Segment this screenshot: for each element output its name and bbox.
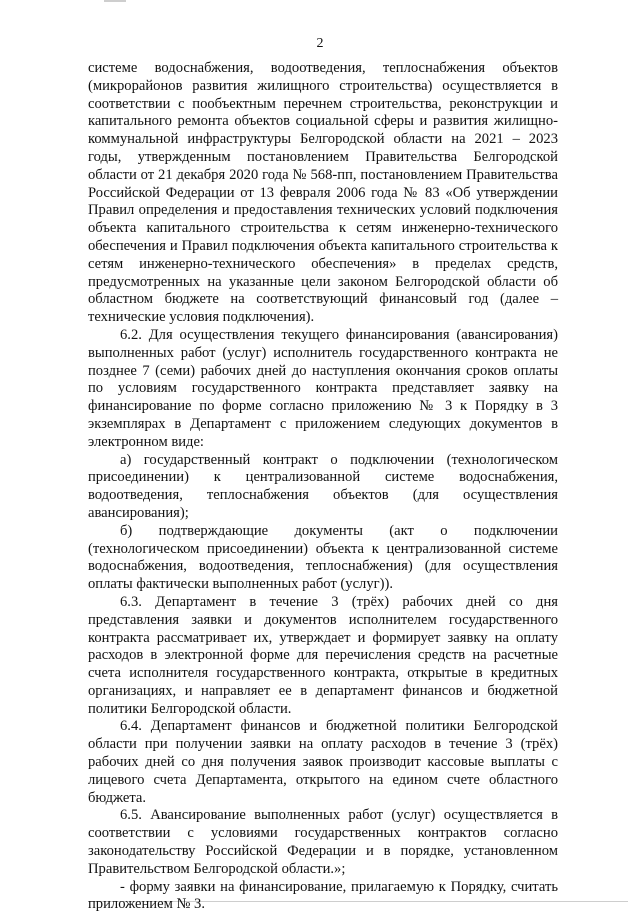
paragraph-6-4: 6.4. Департамент финансов и бюджетной политики Белгородской области при получении заявки на оплату расходов в течение 3 (трёх) рабочих дней со дня получения заявок производит кассовые выплаты с лицевого счета Департамента, открытого на едином счете областного бюджета. [88,718,558,806]
paragraph-6-3: 6.3. Департамент в течение 3 (трёх) рабочих дней со дня представления заявки и документов исполнителем государственного контракта рассматривает их, утверждает и формирует заявку на оплату расходов в электронной форме для перечисления средств на расчетные счета исполнителя государственного контракта, открытые в кредитных организациях, и направляет ее в департамент финансов и бюджетной политики Белгородской области. [88,593,558,717]
paragraph-continuation: системе водоснабжения, водоотведения, теплоснабжения объектов (микрорайонов развития жилищного строительства) осуществляется в соответствии с пообъектным перечнем строительства, реконструкции и капитального ремонта объектов социальной сферы и развития жилищно-коммунальной инфраструктуры Белгородской области на 2021 – 2023 годы, утвержденным постановлением Правительства Белгородской области от 21 декабря 2020 года № 568-пп, постановлением Правительства Российской Федерации от 13 февраля 2006 года № 83 «Об утверждении Правил определения и предоставления технических условий подключения объекта капитального строительства к сетям инженерно-технического обеспечения и Правил подключения объекта капитального строительства к сетям инженерно-технического обеспечения» в пределах средств, предусмотренных на указанные цели законом Белгородской области об областном бюджете на соответствующий финансовый год (далее – технические условия подключения). [88,60,558,326]
scan-artifact-top [104,0,126,2]
paragraph-form-note: - форму заявки на финансирование, прилагаемую к Порядку, считать приложением № 3. [88,878,558,913]
page-number: 2 [316,36,324,51]
list-item-b: б) подтверждающие документы (акт о подключении (технологическом присоединении) объекта к централизованной системе водоснабжения, водоотведения, теплоснабжения) (для осуществления оплаты фактически выполненных работ (услуг)). [88,522,558,593]
body-text [88,60,558,914]
paragraph-6-2: 6.2. Для осуществления текущего финансирования (авансирования) выполненных работ (услуг) исполнитель государственного контракта не позднее 7 (семи) рабочих дней до наступления окончания сроков оплаты по условиям государственного контракта представляет заявку на финансирование по форме согласно приложению № 3 к Порядку в 3 экземплярах в Департамент с приложением следующих документов в электронном виде: [88,326,558,450]
list-item-a: а) государственный контракт о подключении (технологическом присоединении) к централизованной системе водоснабжения, водоотведения, теплоснабжения объектов (для осуществления авансирования); [88,451,558,521]
paragraph-6-5: 6.5. Авансирование выполненных работ (услуг) осуществляется в соответствии с условиями государственных контрактов согласно законодательству Российской Федерации и в порядке, установленном Правительством Белгородской области.»; [88,807,558,877]
